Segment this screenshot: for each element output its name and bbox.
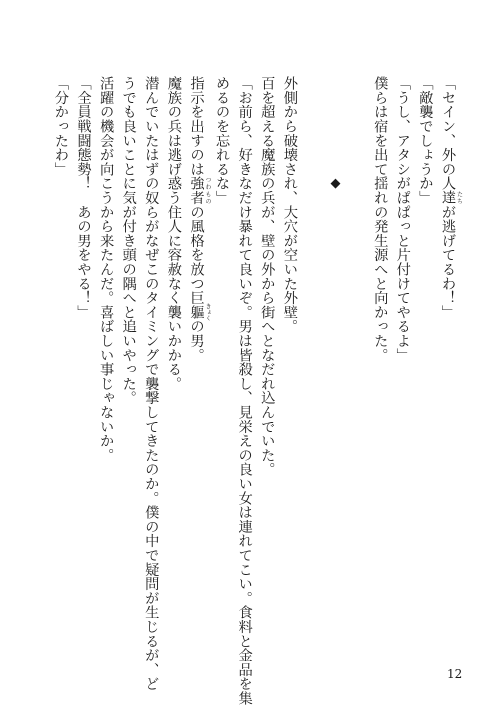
- narration-line: 百を超える魔族の兵が、壁の外から街へとなだれ込んでいた。: [259, 76, 276, 477]
- dialogue-line: 「うし、アタシがぱぱっと片付けてやるよ」: [394, 76, 411, 362]
- ruby-reading: つわもの: [203, 176, 211, 205]
- scene-break-diamond: ◆: [328, 176, 344, 191]
- dialogue-line: 「お前ら、好きなだけ暴れて良いぞ。男は皆殺し、見栄えの良い女は連れてこい。食料と金品を集: [236, 76, 253, 706]
- ruby-reading: きょく: [203, 302, 211, 321]
- blank-line: [346, 76, 369, 661]
- dialogue-line: 「分かったわ」: [52, 76, 69, 177]
- narration-line: 魔族の兵は逃げ惑う住人に容赦なく襲いかかる。: [165, 76, 182, 391]
- narration-line: 僕らは宿を出て揺れの発生源へと向かった。: [372, 76, 389, 362]
- dialogue-line: 「セイン、外の人達 たちが逃げてるわ！」: [440, 76, 463, 320]
- ruby-reading: たち: [455, 190, 463, 205]
- dialogue-line: めるのを忘れるな」: [214, 76, 231, 205]
- narration-line: 外側から破壊され、大穴が空いた外壁。: [281, 76, 298, 334]
- narration-line: うでも良いことに気が付き頭の隅へと追いやった。: [120, 76, 137, 405]
- narration-line: 活躍の機会が向こうから来たんだ。喜ばしい事じゃないか。: [98, 76, 115, 463]
- narration-line: 指示を出すのは強者 つわものの風格を放つ巨軀 きょくの男。: [188, 76, 211, 363]
- dialogue-line: 「敵襲でしょうか」: [417, 76, 434, 205]
- narration-line: 潜んでいたはずの奴らがなぜこのタイミングで襲撃してきたのか。僕の中で疑問が生じるが、ど: [143, 76, 160, 691]
- blank-line: [301, 76, 324, 661]
- page-number: 12: [447, 667, 463, 681]
- dialogue-line: 「全員戦闘態勢！ あの男をやる！」: [75, 76, 92, 320]
